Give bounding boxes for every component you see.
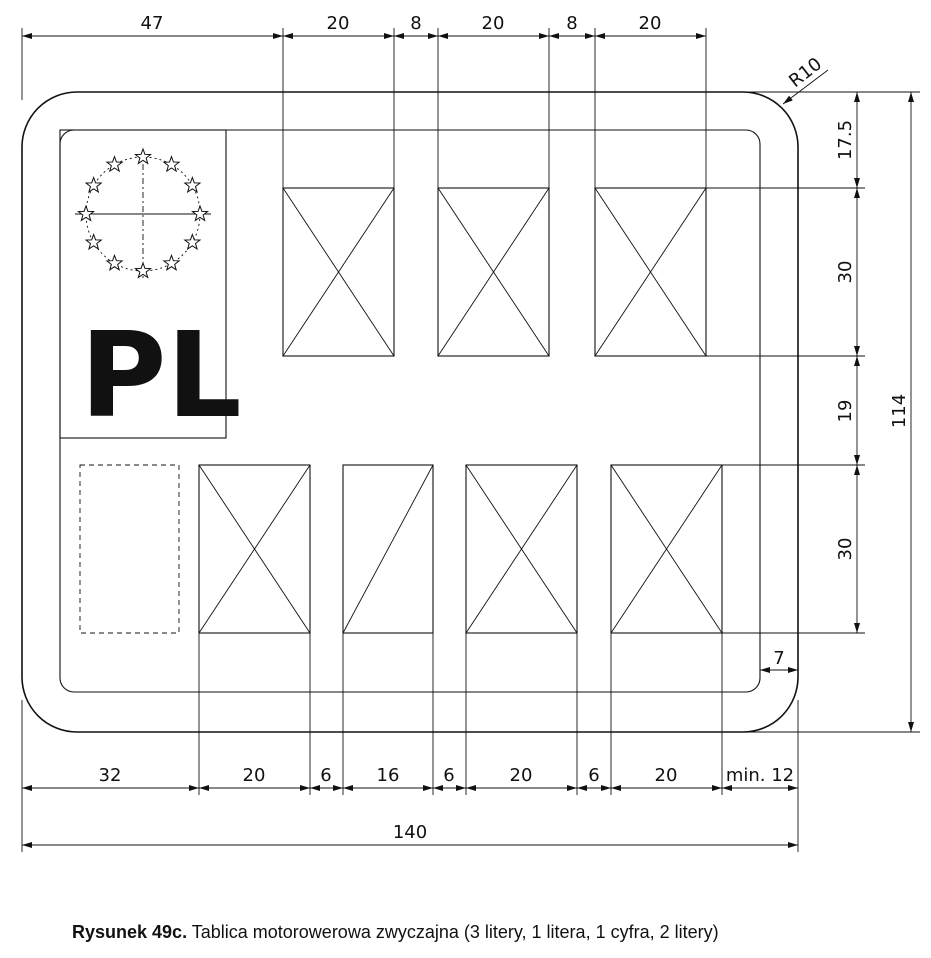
eu-star-icon (107, 255, 122, 269)
eu-star-icon (86, 235, 101, 249)
dim-bottom-6a: 6 (320, 765, 332, 786)
eu-star-icon (135, 263, 150, 277)
dim-bottom-140: 140 (392, 822, 428, 843)
dim-right-114: 114 (889, 393, 910, 429)
eu-star-icon (78, 206, 93, 220)
dim-bottom-20b: 20 (509, 765, 533, 786)
eu-star-icon (86, 178, 101, 192)
dim-bottom-16: 16 (376, 765, 400, 786)
figure-caption-text: Tablica motorowerowa zwyczajna (3 litery, 1 litera, 1 cyfra, 2 litery) (187, 922, 719, 942)
sticker-field-dashed (80, 465, 179, 633)
dim-right-17-5: 17.5 (835, 119, 856, 161)
figure-label: Rysunek 49c. (72, 922, 188, 942)
dim-top-47: 47 (140, 13, 164, 34)
dim-bottom-6c: 6 (588, 765, 600, 786)
country-code: PL (80, 306, 242, 444)
dim-bottom-6b: 6 (443, 765, 455, 786)
bottom-digit-box (343, 465, 433, 633)
bottom-char-box-3 (611, 465, 722, 633)
dim-bottom-20c: 20 (654, 765, 678, 786)
dim-top-8b: 8 (566, 13, 578, 34)
dim-bottom-20a: 20 (242, 765, 266, 786)
dim-radius: R10 (785, 53, 826, 92)
top-char-box-1 (283, 188, 394, 356)
top-char-box-3 (595, 188, 706, 356)
eu-star-icon (185, 178, 200, 192)
dim-right-19: 19 (835, 399, 856, 423)
eu-star-icon (107, 157, 122, 171)
top-char-box-2 (438, 188, 549, 356)
eu-stars-circle (75, 150, 211, 278)
eu-star-icon (135, 149, 150, 163)
dim-right-30b: 30 (835, 537, 856, 561)
dim-bottom-min-12: min. 12 (725, 765, 795, 786)
dim-top-20a: 20 (326, 13, 350, 34)
right-extension-lines (706, 92, 920, 732)
eu-star-icon (192, 206, 207, 220)
dim-top-20c: 20 (638, 13, 662, 34)
dim-right-30a: 30 (835, 260, 856, 284)
bottom-char-box-1 (199, 465, 310, 633)
dim-inner-7: 7 (773, 648, 785, 669)
eu-star-icon (164, 157, 179, 171)
eu-star-icon (185, 235, 200, 249)
dim-top-8a: 8 (410, 13, 422, 34)
bottom-extension-lines (22, 633, 798, 852)
top-extension-lines (22, 28, 706, 188)
bottom-char-box-2 (466, 465, 577, 633)
eu-star-icon (164, 255, 179, 269)
figure-caption (72, 922, 719, 943)
dim-bottom-32: 32 (98, 765, 122, 786)
dim-top-20b: 20 (481, 13, 505, 34)
